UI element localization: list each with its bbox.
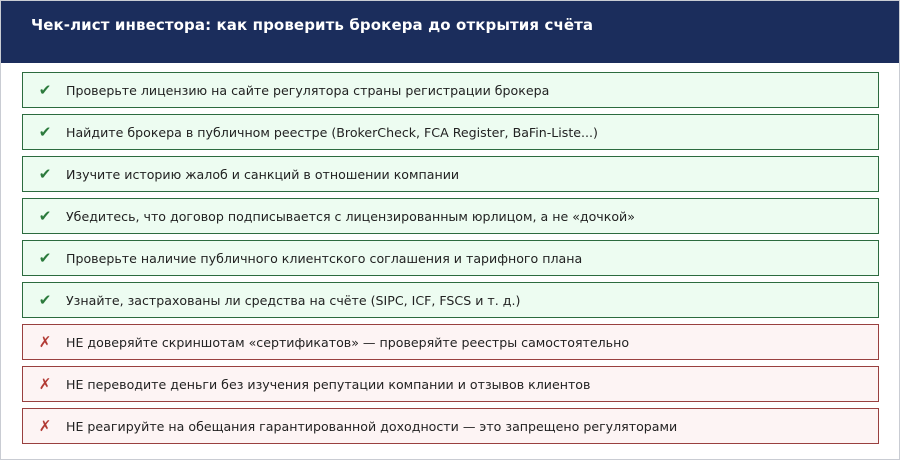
page-title: Чек-лист инвестора: как проверить брокера до открытия счёта xyxy=(31,16,594,34)
checklist-item-dont xyxy=(22,366,879,402)
checklist-item-do xyxy=(22,198,879,234)
checklist-item-do xyxy=(22,114,879,150)
checklist-item-text: Найдите брокера в публичном реестре (BrokerCheck, FCA Register, BaFin-Liste...) xyxy=(66,124,598,140)
checklist-item-do xyxy=(22,156,879,192)
checklist-item-dont xyxy=(22,324,879,360)
header-bar xyxy=(1,1,899,63)
checklist-item-text: Проверьте лицензию на сайте регулятора страны регистрации брокера xyxy=(66,82,550,98)
checklist-item-do xyxy=(22,282,879,318)
checklist-item-do xyxy=(22,240,879,276)
check-icon: ✔ xyxy=(38,123,52,141)
check-icon: ✔ xyxy=(38,207,52,225)
checklist-item-text: НЕ доверяйте скриншотам «сертификатов» — проверяйте реестры самостоятельно xyxy=(66,334,630,350)
check-icon: ✔ xyxy=(38,81,52,99)
checklist-item-text: Проверьте наличие публичного клиентского соглашения и тарифного плана xyxy=(66,250,583,266)
cross-icon: ✗ xyxy=(38,333,52,351)
checklist-item-text: НЕ переводите деньги без изучения репутации компании и отзывов клиентов xyxy=(66,376,591,392)
checklist-item-text: НЕ реагируйте на обещания гарантированной доходности — это запрещено регуляторами xyxy=(66,418,678,434)
check-icon: ✔ xyxy=(38,249,52,267)
checklist-item-text: Узнайте, застрахованы ли средства на счёте (SIPC, ICF, FSCS и т. д.) xyxy=(66,292,521,308)
cross-icon: ✗ xyxy=(38,375,52,393)
checklist-item-dont xyxy=(22,408,879,444)
checklist-item-do xyxy=(22,72,879,108)
checklist-item-text: Изучите историю жалоб и санкций в отношении компании xyxy=(66,166,460,182)
check-icon: ✔ xyxy=(38,165,52,183)
checklist-item-text: Убедитесь, что договор подписывается с лицензированным юрлицом, а не «дочкой» xyxy=(66,208,635,224)
checklist xyxy=(1,63,899,444)
check-icon: ✔ xyxy=(38,291,52,309)
cross-icon: ✗ xyxy=(38,417,52,435)
